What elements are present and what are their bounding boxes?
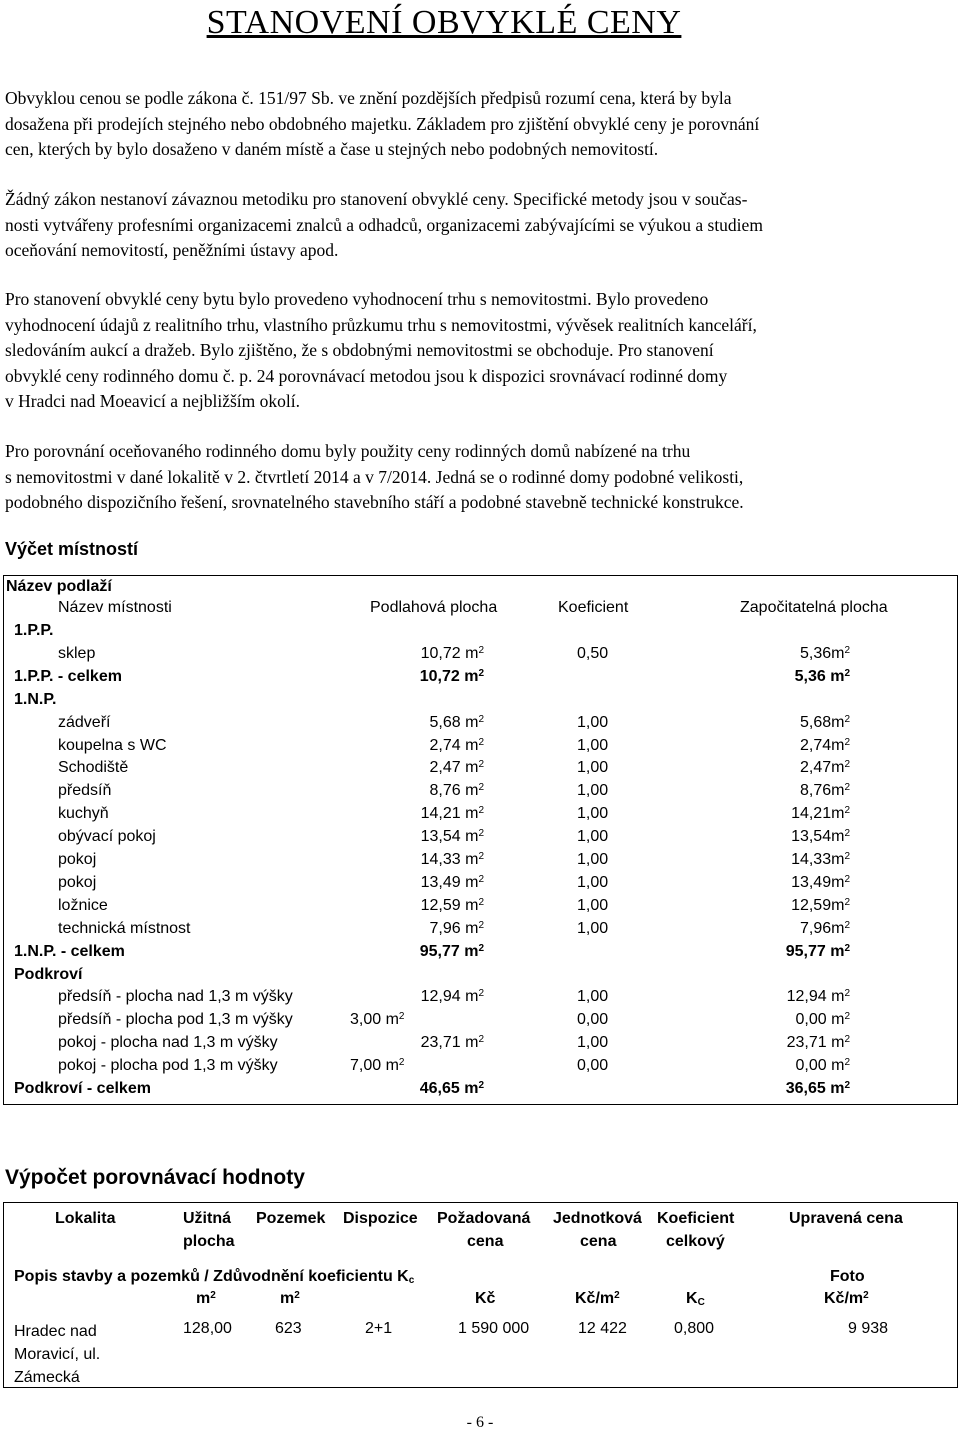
unit-uzitna xyxy=(196,1290,216,1308)
unit-sup: 2 xyxy=(478,851,484,862)
room-name-text: pokoj xyxy=(58,873,97,891)
unit-sup: 2 xyxy=(478,759,484,771)
unit-sup: 2 xyxy=(844,1057,850,1069)
floor-name-header: Název podlaží xyxy=(6,578,112,595)
room-area-text: 10,72 m xyxy=(420,644,479,662)
room-name xyxy=(58,737,167,755)
room-name xyxy=(58,714,110,732)
room-coefficient xyxy=(577,805,608,823)
room-coefficient-text: 1,00 xyxy=(577,851,609,868)
room-name-text: předsíň - plocha pod 1,3 m výšky xyxy=(58,1011,293,1029)
header-upravena: Upravená cena xyxy=(789,1210,903,1227)
room-area xyxy=(380,828,484,846)
room-area-text: 5,68 m xyxy=(429,713,479,731)
room-coefficient xyxy=(577,828,608,846)
floor-total-label xyxy=(14,668,122,686)
unit-sup: 2 xyxy=(478,873,484,885)
unit-sup: 2 xyxy=(478,828,484,840)
row-pozadovana: 1 590 000 xyxy=(458,1320,530,1337)
room-area xyxy=(380,782,484,800)
room-area-text: 7,96 m xyxy=(429,919,479,937)
row-lokalita xyxy=(14,1320,100,1389)
paragraph-line: Žádný zákon nestanoví závaznou metodiku pro stanovení obvyklé ceny. Specifické metody jsou v součas- xyxy=(5,189,748,209)
room-area-text: 8,76 m xyxy=(429,782,479,800)
room-counted-area xyxy=(740,1057,850,1075)
room-counted-area xyxy=(740,897,850,915)
paragraph-line: dosažena při prodejích stejného nebo obdobného majetku. Základem pro zjištění obvyklé ceny je porovnání xyxy=(5,113,760,134)
unit-sup: 2 xyxy=(478,919,484,931)
room-name xyxy=(58,1034,278,1052)
unit-kc-coef xyxy=(686,1290,705,1308)
room-coefficient xyxy=(577,874,608,892)
unit-sup: 2 xyxy=(210,1290,216,1301)
header-uzitna: Užitná xyxy=(183,1210,231,1227)
unit-text: m xyxy=(280,1290,295,1307)
paragraph-line: podobného dispozičního řešení, srovnatelného stavebního stáří a podobné stavebně technické konstrukce. xyxy=(5,492,744,512)
paragraph-market-analysis xyxy=(5,287,953,415)
room-name-text: pokoj - plocha pod 1,3 m výšky xyxy=(58,1057,278,1075)
paragraph-line: vyhodnocení údajů z realitního trhu, vlastního průzkumu trhu s nemovitostmi, vývěsek realitních kanceláří, xyxy=(5,314,757,335)
row-koeficient: 0,800 xyxy=(674,1320,715,1337)
unit-sup: 2 xyxy=(478,667,484,679)
floor-total-area xyxy=(380,668,484,686)
room-area-text: 13,54 m xyxy=(420,828,479,846)
room-coefficient-text: 1,00 xyxy=(577,873,609,891)
header-pozadovana: Požadovaná xyxy=(437,1210,531,1227)
rooms-heading: Výčet místností xyxy=(5,539,139,559)
room-area xyxy=(380,805,484,823)
unit-sup: 2 xyxy=(844,1080,850,1091)
unit-sup: 2 xyxy=(478,1080,484,1091)
floor-total-counted-text: 95,77 m xyxy=(785,942,845,960)
room-counted-area xyxy=(740,851,850,869)
room-name-header: Název místnosti xyxy=(58,599,172,616)
room-name xyxy=(58,782,111,800)
room-area xyxy=(380,874,484,892)
floor-total-area xyxy=(380,943,484,961)
room-coefficient xyxy=(577,1057,608,1075)
unit-sup: 2 xyxy=(844,713,850,725)
room-counted-area-text: 14,33m xyxy=(791,851,845,868)
unit-sup: 2 xyxy=(614,1290,620,1301)
room-name xyxy=(58,1011,293,1029)
room-counted-area xyxy=(740,1011,850,1029)
unit-sup: 2 xyxy=(844,851,850,862)
unit-sup: 2 xyxy=(478,896,484,908)
room-coefficient xyxy=(577,920,608,938)
header-popis-sub: c xyxy=(408,1275,415,1286)
floor-total-area xyxy=(380,1080,484,1098)
paragraph-line: oceňování nemovitostí, peněžními ústavy apod. xyxy=(5,240,339,260)
room-area-below-text: 3,00 m xyxy=(350,1011,399,1029)
room-area-text: 13,49 m xyxy=(420,873,479,891)
floor-total-area-text: 10,72 m xyxy=(419,667,479,685)
unit-sup: 2 xyxy=(863,1290,869,1301)
floor-total-label-text: 1.N.P. - celkem xyxy=(14,942,125,960)
header-uzitna-2: plocha xyxy=(183,1233,235,1250)
header-pozadovana-2: cena xyxy=(467,1233,504,1250)
room-counted-area xyxy=(740,737,850,755)
room-area-text: 14,33 m xyxy=(420,851,479,868)
unit-sup: 2 xyxy=(844,805,850,817)
room-counted-area-text: 0,00 m xyxy=(795,1057,845,1075)
room-name xyxy=(58,828,156,846)
unit-pozemek xyxy=(280,1290,300,1308)
room-coefficient xyxy=(577,737,608,755)
unit-sup: 2 xyxy=(844,759,850,771)
room-name-text: sklep xyxy=(58,644,96,662)
room-counted-area-text: 12,59m xyxy=(791,896,845,914)
floor-total-counted xyxy=(740,668,850,686)
room-coefficient xyxy=(577,1034,608,1052)
room-counted-area-text: 0,00 m xyxy=(795,1011,845,1029)
row-pozemek: 623 xyxy=(275,1320,302,1337)
header-dispozice: Dispozice xyxy=(343,1210,418,1227)
unit-sup: 2 xyxy=(844,919,850,931)
unit-sup: 2 xyxy=(398,1011,405,1023)
room-counted-area xyxy=(740,874,850,892)
room-counted-area xyxy=(740,805,850,823)
unit-sup: 2 xyxy=(844,1011,850,1023)
unit-sup: 2 xyxy=(294,1290,300,1301)
unit-text: K xyxy=(686,1290,698,1307)
header-foto: Foto xyxy=(830,1268,865,1285)
room-name-text: předsíň xyxy=(58,782,112,800)
room-coefficient xyxy=(577,759,608,777)
row-uzitna: 128,00 xyxy=(183,1320,232,1337)
floor-total-counted-text: 5,36 m xyxy=(794,667,845,685)
room-name-text: Schodiště xyxy=(58,759,129,777)
floor-label xyxy=(14,622,53,640)
paragraph-line: s nemovitostmi v dané lokalitě v 2. čtvrtletí 2014 a v 7/2014. Jedná se o rodinné domy podobné velikosti, xyxy=(5,466,744,487)
room-counted-area-text: 12,94 m xyxy=(786,988,845,1006)
room-name-text: pokoj - plocha nad 1,3 m výšky xyxy=(58,1034,278,1052)
room-name-text: předsíň - plocha nad 1,3 m výšky xyxy=(58,988,293,1006)
floor-label-text: 1.P.P. xyxy=(14,622,54,639)
room-coefficient-text: 0,50 xyxy=(577,644,609,662)
room-counted-area xyxy=(740,920,850,938)
header-jednotkova: Jednotková xyxy=(553,1210,642,1227)
unit-text: m xyxy=(196,1290,211,1307)
page-title: STANOVENÍ OBVYKLÉ CENY xyxy=(206,4,682,41)
room-coefficient-text: 1,00 xyxy=(577,736,609,754)
room-coefficient-text: 1,00 xyxy=(577,988,609,1006)
room-area-below xyxy=(350,1011,404,1029)
room-counted-area xyxy=(740,714,850,732)
room-counted-area xyxy=(740,828,850,846)
unit-sup: 2 xyxy=(398,1057,405,1069)
header-koeficient: Koeficient xyxy=(657,1210,735,1227)
room-area xyxy=(380,737,484,755)
room-name xyxy=(58,988,293,1006)
room-name xyxy=(58,759,128,777)
room-area-text: 23,71 m xyxy=(420,1034,479,1052)
floor-total-counted-text: 36,65 m xyxy=(785,1080,845,1097)
room-area-text: 14,21 m xyxy=(420,805,479,823)
paragraph-line: v Hradci nad Moeavicí a nejbližším okolí. xyxy=(5,391,300,411)
paragraph-methodology xyxy=(5,187,953,264)
room-area xyxy=(380,988,484,1006)
room-counted-area xyxy=(740,1034,850,1052)
counted-area-header: Započitatelná plocha xyxy=(740,599,888,616)
header-popis-text: Popis stavby a pozemků / Zdůvodnění koeficientu K xyxy=(14,1268,409,1285)
row-dispozice: 2+1 xyxy=(365,1320,393,1337)
room-name-text: zádveří xyxy=(58,713,111,731)
paragraph-line: Pro stanovení obvyklé ceny bytu bylo provedeno vyhodnocení trhu s nemovitostmi. Bylo provedeno xyxy=(5,289,709,309)
room-name-text: ložnice xyxy=(58,896,108,914)
room-coefficient xyxy=(577,988,608,1006)
room-counted-area xyxy=(740,988,850,1006)
room-area-text: 12,94 m xyxy=(420,988,479,1006)
unit-sup: 2 xyxy=(478,713,484,725)
room-coefficient xyxy=(577,851,608,869)
room-counted-area xyxy=(740,759,850,777)
room-area-text: 2,74 m xyxy=(429,736,479,754)
room-area-text: 2,47 m xyxy=(429,759,479,777)
floor-total-label xyxy=(14,943,125,961)
room-coefficient-text: 1,00 xyxy=(577,919,609,937)
room-counted-area-text: 23,71 m xyxy=(786,1034,845,1052)
room-name-text: koupelna s WC xyxy=(58,736,167,754)
room-counted-area-text: 7,96m xyxy=(799,919,845,937)
room-coefficient xyxy=(577,1011,608,1029)
unit-sup: 2 xyxy=(844,828,850,840)
paragraph-line: cen, kterých by bylo dosaženo v daném místě a čase u stejných nebo podobných nemovitostí. xyxy=(5,139,659,159)
header-popis xyxy=(14,1268,414,1286)
floor-total-counted xyxy=(740,943,850,961)
paragraph-comparison xyxy=(5,439,953,516)
lokalita-line: Moravicí, ul. xyxy=(14,1346,101,1363)
room-area xyxy=(380,851,484,869)
unit-sup: 2 xyxy=(478,782,484,794)
unit-sup: 2 xyxy=(844,988,850,1000)
unit-sup: 2 xyxy=(844,873,850,885)
room-area xyxy=(380,920,484,938)
unit-sub: C xyxy=(697,1297,705,1308)
room-counted-area-text: 5,68m xyxy=(799,713,845,731)
room-area-below-text: 7,00 m xyxy=(350,1057,399,1075)
room-name-text: obývací pokoj xyxy=(58,828,156,846)
paragraph-line: nosti vytvářeny profesními organizacemi znalců a odhadců, organizacemi zabývajícími se výukou a studiem xyxy=(5,214,763,235)
unit-sup: 2 xyxy=(844,942,850,954)
room-coefficient xyxy=(577,782,608,800)
unit-sup: 2 xyxy=(844,896,850,908)
unit-sup: 2 xyxy=(478,736,484,748)
paragraph-line: sledováním aukcí a dražeb. Bylo zjištěno, že s obdobnými nemovitostmi se obchoduje. Pro stanovení xyxy=(5,340,714,360)
floor-label-text: Podkroví xyxy=(14,965,83,983)
room-coefficient xyxy=(577,897,608,915)
room-coefficient-text: 1,00 xyxy=(577,713,609,731)
room-counted-area-text: 14,21m xyxy=(791,805,845,823)
room-counted-area-text: 8,76m xyxy=(799,782,845,800)
room-area xyxy=(380,897,484,915)
floor-label-text: 1.N.P. xyxy=(14,690,57,708)
room-coefficient-text: 1,00 xyxy=(577,896,609,914)
unit-sup: 2 xyxy=(478,644,484,656)
floor-total-counted xyxy=(740,1080,850,1098)
unit-sup: 2 xyxy=(844,782,850,794)
header-jednotkova-2: cena xyxy=(580,1233,617,1250)
unit-sup: 2 xyxy=(844,1034,850,1046)
room-coefficient-text: 1,00 xyxy=(577,1034,609,1052)
room-coefficient-text: 1,00 xyxy=(577,759,609,777)
room-counted-area-text: 13,54m xyxy=(791,828,845,846)
floor-area-header: Podlahová plocha xyxy=(370,599,498,616)
room-coefficient-text: 0,00 xyxy=(577,1057,609,1075)
room-area xyxy=(380,1034,484,1052)
page-number: - 6 - xyxy=(466,1414,494,1431)
unit-sup: 2 xyxy=(844,736,850,748)
room-name-text: pokoj xyxy=(58,851,97,868)
room-name xyxy=(58,851,96,869)
coefficient-header: Koeficient xyxy=(558,599,629,616)
row-jednotkova: 12 422 xyxy=(578,1320,627,1337)
paragraph-line: obvyklé ceny rodinného domu č. p. 24 porovnávací metodou jsou k dispozici srovnávací rodinné domy xyxy=(5,365,728,386)
header-koeficient-2: celkový xyxy=(666,1233,725,1250)
room-coefficient-text: 1,00 xyxy=(577,828,609,846)
room-area-below xyxy=(350,1057,404,1075)
header-lokalita: Lokalita xyxy=(55,1210,116,1227)
unit-sup: 2 xyxy=(478,942,484,954)
unit-sup: 2 xyxy=(478,1034,484,1046)
room-name xyxy=(58,920,191,938)
unit-sup: 2 xyxy=(478,988,484,1000)
room-name-text: technická místnost xyxy=(58,919,191,937)
lokalita-line: Hradec nad xyxy=(14,1323,97,1340)
unit-text: Kč/m xyxy=(824,1290,864,1307)
comparison-heading: Výpočet porovnávací hodnoty xyxy=(5,1166,305,1189)
room-name xyxy=(58,897,108,915)
room-coefficient-text: 1,00 xyxy=(577,805,609,823)
floor-total-label-text: Podkroví - celkem xyxy=(14,1080,151,1097)
unit-sup: 2 xyxy=(844,644,850,656)
floor-total-area-text: 95,77 m xyxy=(419,942,479,960)
lokalita-line: Zámecká xyxy=(14,1369,80,1386)
room-coefficient xyxy=(577,645,608,663)
room-name xyxy=(58,1057,278,1075)
paragraph-line: Pro porovnání oceňovaného rodinného domu byly použity ceny rodinných domů nabízené na trhu xyxy=(5,441,691,461)
room-coefficient-text: 1,00 xyxy=(577,782,609,800)
floor-label xyxy=(14,966,82,984)
room-name xyxy=(58,874,96,892)
floor-total-label xyxy=(14,1080,151,1098)
room-area xyxy=(380,714,484,732)
unit-sup: 2 xyxy=(478,805,484,817)
room-counted-area xyxy=(740,782,850,800)
room-counted-area-text: 2,47m xyxy=(799,759,845,777)
room-counted-area xyxy=(740,645,850,663)
room-name xyxy=(58,805,109,823)
unit-text: Kč/m xyxy=(575,1290,615,1307)
paragraph-intro xyxy=(5,86,953,163)
room-counted-area-text: 5,36m xyxy=(799,644,845,662)
unit-kc: Kč xyxy=(475,1290,496,1307)
floor-total-area-text: 46,65 m xyxy=(419,1080,479,1097)
unit-kcm2-adjusted xyxy=(824,1290,869,1308)
unit-kcm2 xyxy=(575,1290,620,1308)
header-pozemek: Pozemek xyxy=(256,1210,326,1227)
room-area xyxy=(380,759,484,777)
floor-total-label-text: 1.P.P. - celkem xyxy=(14,667,122,685)
room-name-text: kuchyň xyxy=(58,805,109,823)
room-area xyxy=(380,645,484,663)
room-counted-area-text: 2,74m xyxy=(799,736,845,754)
room-coefficient xyxy=(577,714,608,732)
floor-label xyxy=(14,691,56,709)
unit-sup: 2 xyxy=(844,667,850,679)
paragraph-line: Obvyklou cenou se podle zákona č. 151/97 Sb. ve znění pozdějších předpisů rozumí cena, která by byla xyxy=(5,88,732,108)
room-coefficient-text: 0,00 xyxy=(577,1011,609,1029)
room-name xyxy=(58,645,95,663)
room-area-text: 12,59 m xyxy=(420,896,479,914)
room-counted-area-text: 13,49m xyxy=(791,873,845,891)
row-upravena: 9 938 xyxy=(848,1320,889,1337)
